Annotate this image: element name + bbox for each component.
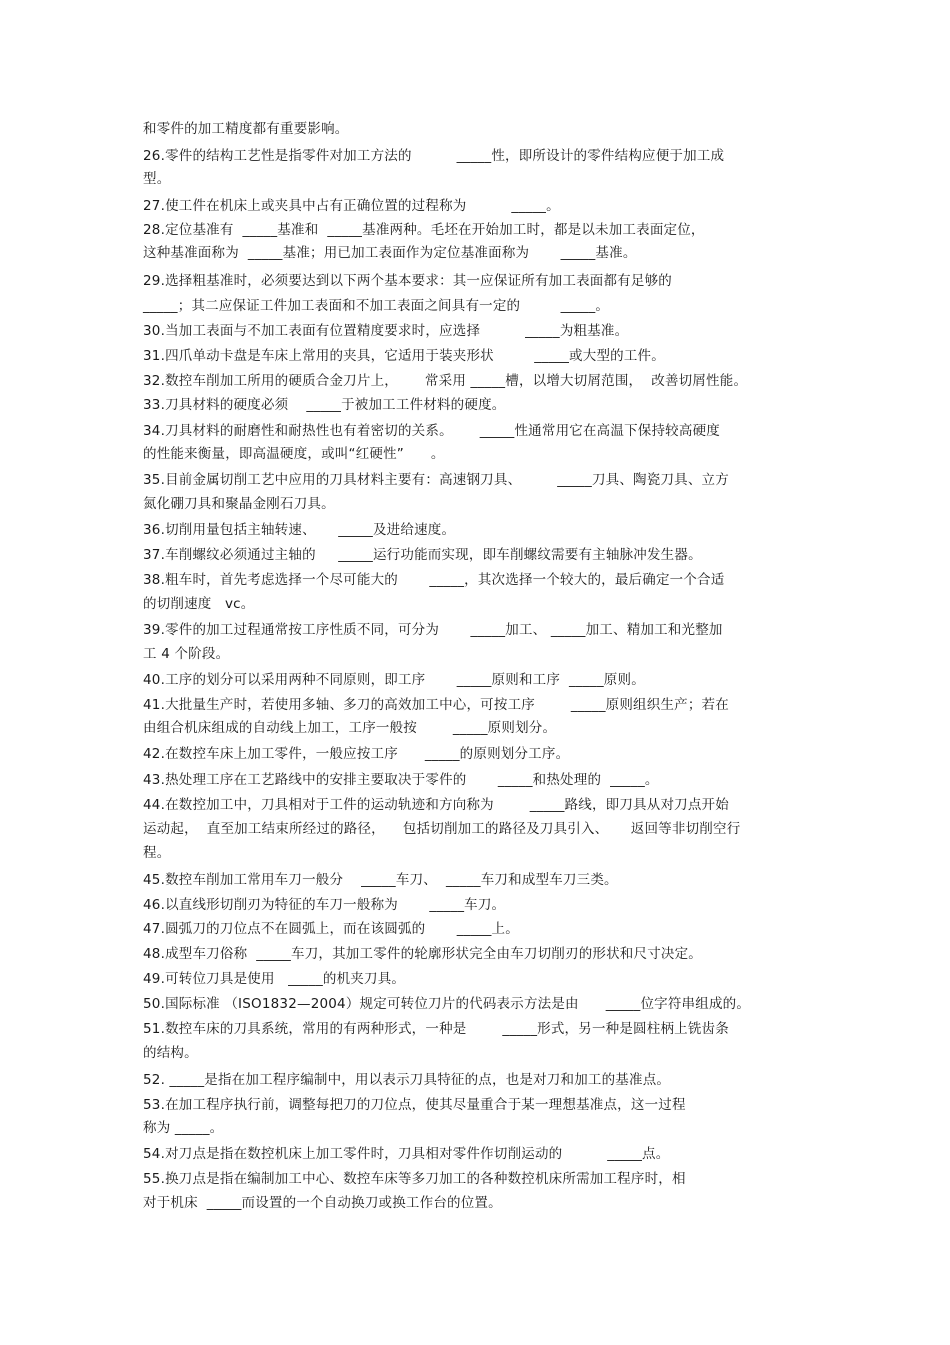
- text-line: 的切削速度 vc。: [143, 596, 255, 612]
- text-line: 47.圆弧刀的刀位点不在圆弧上，而在该圆弧的 _____上。: [143, 921, 519, 937]
- text-line: 程。: [143, 845, 171, 861]
- text-line: 这种基准面称为 _____基准；用已加工表面作为定位基准面称为 _____基准。: [143, 245, 637, 261]
- text-line: _____；其二应保证工件加工表面和不加工表面之间具有一定的 _____。: [143, 298, 610, 314]
- text-line: 型。: [143, 171, 171, 187]
- text-line: 43.热处理工序在工艺路线中的安排主要取决于零件的 _____和热处理的 _____。: [143, 772, 659, 788]
- text-line: 53.在加工程序执行前，调整每把刀的刀位点，使其尽量重合于某一理想基准点，这一过程: [143, 1097, 686, 1113]
- text-line: 52. _____是指在加工程序编制中，用以表示刀具特征的点，也是对刀和加工的基准点。: [143, 1072, 671, 1088]
- text-line: 的性能来衡量，即高温硬度，或叫“红硬性” 。: [143, 446, 445, 462]
- text-line: 由组合机床组成的自动线上加工，工序一般按 _____原则划分。: [143, 720, 557, 736]
- text-line: 44.在数控加工中，刀具相对于工件的运动轨迹和方向称为 _____路线，即刀具从对刀点开始: [143, 797, 729, 813]
- text-line: 37.车削螺纹必须通过主轴的 _____运行功能而实现，即车削螺纹需要有主轴脉冲发生器。: [143, 547, 702, 563]
- text-line: 41.大批量生产时，若使用多轴、多刀的高效加工中心，可按工序 _____原则组织生产；若在: [143, 697, 729, 713]
- text-line: 50.国际标准 （ISO1832—2004）规定可转位刀片的代码表示方法是由 _____位字符串组成的。: [143, 996, 751, 1012]
- text-line: 31.四爪单动卡盘是车床上常用的夹具，它适用于装夹形状 _____或大型的工件。: [143, 348, 665, 364]
- text-line: 42.在数控车床上加工零件，一般应按工序 _____的原则划分工序。: [143, 746, 570, 762]
- text-line: 40.工序的划分可以采用两种不同原则，即工序 _____原则和工序 _____原则。: [143, 672, 645, 688]
- text-line: 和零件的加工精度都有重要影响。: [143, 121, 349, 137]
- text-line: 48.成型车刀俗称 _____车刀，其加工零件的轮廓形状完全由车刀切削刃的形状和尺寸决定。: [143, 946, 703, 962]
- text-line: 39.零件的加工过程通常按工序性质不同，可分为 _____加工、 _____加工、精加工和光整加: [143, 622, 723, 638]
- text-line: 33.刀具材料的硬度必须 _____于被加工工件材料的硬度。: [143, 397, 506, 413]
- text-line: 46.以直线形切削刃为特征的车刀一般称为 _____车刀。: [143, 897, 506, 913]
- text-line: 30.当加工表面与不加工表面有位置精度要求时，应选择 _____为粗基准。: [143, 323, 629, 339]
- text-line: 的结构。: [143, 1045, 198, 1061]
- text-line: 氮化硼刀具和聚晶金刚石刀具。: [143, 496, 335, 512]
- text-line: 对于机床 _____而设置的一个自动换刀或换工作台的位置。: [143, 1195, 502, 1211]
- text-line: 28.定位基准有 _____基准和 _____基准两种。毛坯在开始加工时，都是以未加工表面定位，: [143, 222, 705, 238]
- text-line: 45.数控车削加工常用车刀一般分 _____车刀、 _____车刀和成型车刀三类。: [143, 872, 618, 888]
- text-line: 27.使工件在机床上或夹具中占有正确位置的过程称为 _____。: [143, 198, 560, 214]
- text-line: 称为 _____。: [143, 1120, 224, 1136]
- text-line: 55.换刀点是指在编制加工中心、数控车床等多刀加工的各种数控机床所需加工程序时，相: [143, 1171, 686, 1187]
- text-line: 54.对刀点是指在数控机床上加工零件时，刀具相对零件作切削运动的 _____点。: [143, 1146, 670, 1162]
- text-line: 49.可转位刀具是使用 _____的机夹刀具。: [143, 971, 406, 987]
- text-line: 32.数控车削加工所用的硬质合金刀片上， 常采用 _____槽，以增大切屑范围， 改善切屑性能。: [143, 373, 748, 389]
- text-line: 26.零件的结构工艺性是指零件对加工方法的 _____性，即所设计的零件结构应便于加工成: [143, 148, 725, 164]
- text-line: 运动起， 直至加工结束所经过的路径， 包括切削加工的路径及刀具引入、 返回等非切削空行: [143, 821, 741, 837]
- text-line: 35.目前金属切削工艺中应用的刀具材料主要有：高速钢刀具、 _____刀具、陶瓷刀具、立方: [143, 472, 729, 488]
- text-line: 34.刀具材料的耐磨性和耐热性也有着密切的关系。 _____性通常用它在高温下保持较高硬度: [143, 423, 720, 439]
- text-line: 38.粗车时，首先考虑选择一个尽可能大的 _____，其次选择一个较大的，最后确定一个合适: [143, 572, 725, 588]
- text-line: 36.切削用量包括主轴转速、 _____及进给速度。: [143, 522, 456, 538]
- text-line: 51.数控车床的刀具系统，常用的有两种形式，一种是 _____形式，另一种是圆柱柄上铣齿条: [143, 1021, 729, 1037]
- text-line: 工 4 个阶段。: [143, 646, 230, 662]
- text-line: 29.选择粗基准时，必须要达到以下两个基本要求：其一应保证所有加工表面都有足够的: [143, 273, 672, 289]
